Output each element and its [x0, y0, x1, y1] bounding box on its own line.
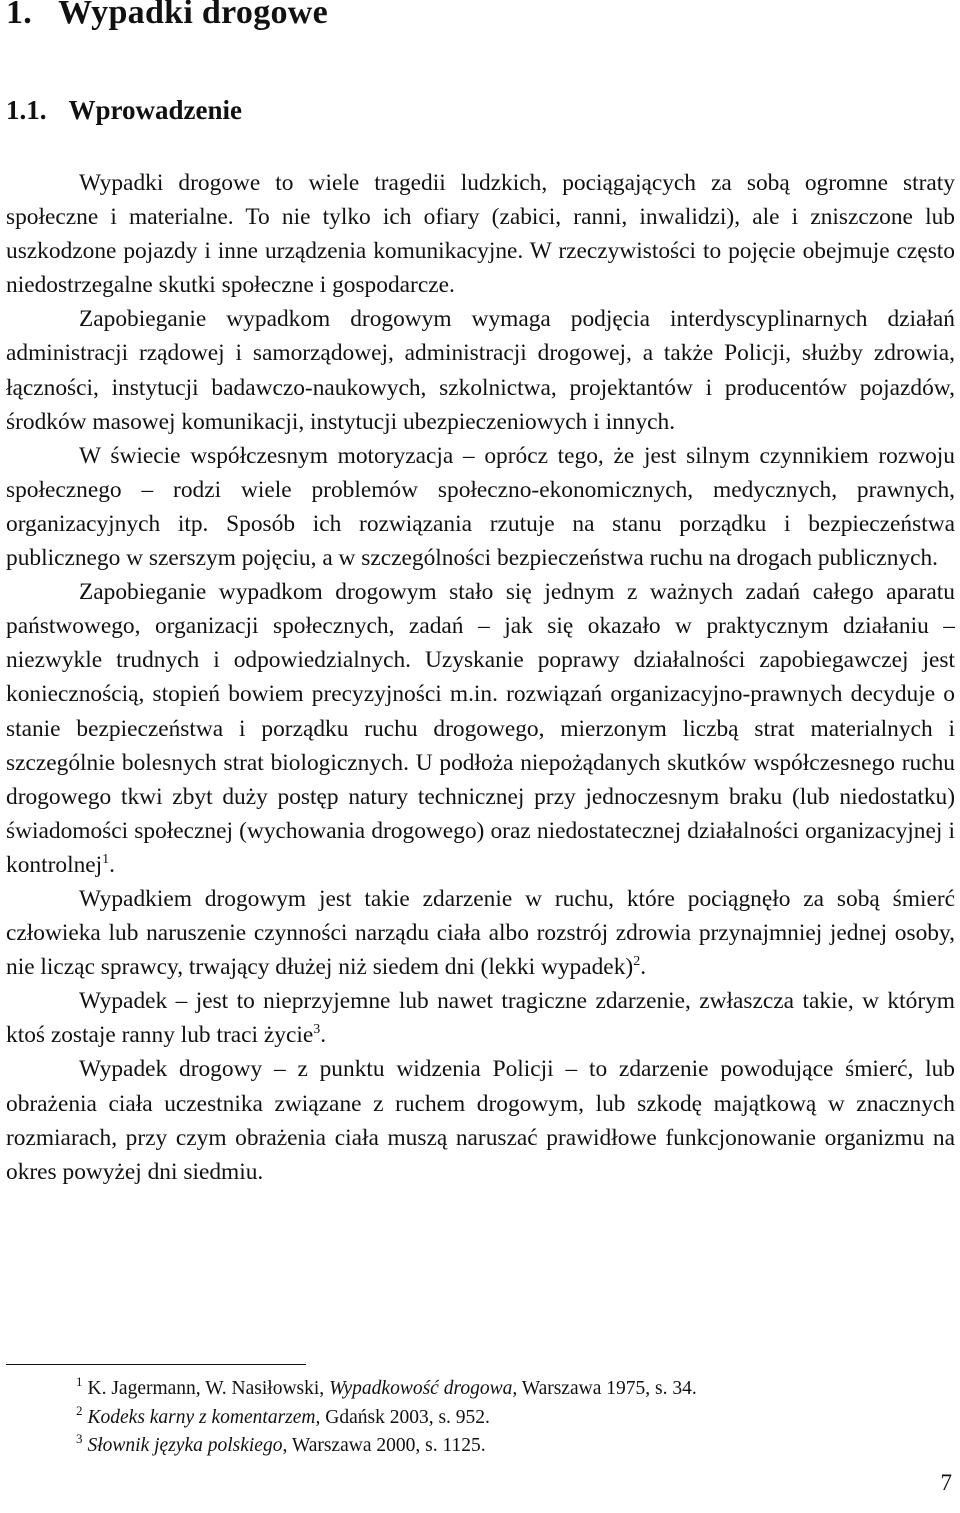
paragraph-text: W świecie współczesnym motoryzacja – oprócz tego, że jest silnym czynnikiem rozwoju społecznego – rodzi wiele problemów społeczno-ekonomicznych, medycznych, prawnych, organizacyjnych itp. Sposób ich rozwiązania rzutuje na stanu porządku i bezpieczeństwa publicznego w szerszym pojęciu, a w szczególności bezpieczeństwa ruchu na drogach publicznych.: [6, 442, 955, 572]
chapter-number: 1.: [6, 0, 33, 31]
paragraph-4: [6, 575, 955, 882]
paragraph-end: .: [109, 851, 116, 878]
paragraph-text: Wypadki drogowe to wiele tragedii ludzkich, pociągających za sobą ogromne straty społeczne i materialne. To nie tylko ich ofiary (zabici, ranni, inwalidzi), ale i zniszczone lub uszkodzone pojazdy i inne urządzenia komunikacyjne. W rzeczywistości to pojęcie obejmuje często niedostrzegalne skutki społeczne i gospodarcze.: [6, 170, 955, 299]
paragraph-3: [6, 439, 955, 575]
footnote-title: Słownik języka polskiego: [87, 1435, 283, 1457]
section-title: Wprowadzenie: [68, 95, 242, 125]
paragraph-2: [6, 302, 955, 438]
footnote-1: [76, 1375, 936, 1404]
paragraph-1: [6, 166, 955, 302]
section-number: 1.1.: [6, 95, 47, 125]
body-text: [6, 166, 955, 1189]
paragraph-text: Wypadek drogowy – z punktu widzenia Policji – to zdarzenie powodujące śmierć, lub obrażenia ciała uczestnika związane z ruchem drogowym, lub szkodę majątkową w znacznych rozmiarach, przy czym obrażenia ciała muszą naruszać prawidłowe funkcjonowanie organizmu na okres powyżej dni siedmiu.: [6, 1056, 955, 1185]
footnote-title: Kodeks karny z komentarzem,: [87, 1406, 321, 1428]
footnote-separator: [6, 1364, 306, 1365]
paragraph-7: [6, 1052, 955, 1188]
section-heading: [6, 95, 242, 126]
paragraph-6: [6, 984, 955, 1052]
footnote-rest: Gdańsk 2003, s. 952.: [320, 1406, 490, 1428]
footnote-3: [76, 1432, 936, 1461]
footnote-2: [76, 1404, 936, 1433]
paragraph-text: Wypadkiem drogowym jest takie zdarzenie w ruchu, które pociągnęło za sobą śmierć człowieka lub naruszenie czynności narządu ciała albo rozstrój zdrowia przynajmniej jednej osoby, nie licząc sprawcy, trwający dłużej niż siedem dni (lekki wypadek): [6, 885, 955, 981]
footnote-ref-2[interactable]: 2: [633, 954, 641, 970]
paragraph-text: Zapobieganie wypadkom drogowym stało się jednym z ważnych zadań całego aparatu państwowego, organizacji społecznych, zadań – jak się okazało w praktycznym działaniu – niezwykle trudnych i odpowiedzialnych. Uzyskanie poprawy działalności zapobiegawczej jest koniecznością, stopień bowiem precyzyjności m.in. rozwiązań organizacyjno-prawnych decyduje o stanie bezpieczeństwa i porządku ruchu drogowego, mierzonym liczbą strat materialnych i szczególnie bolesnych strat biologicznych. U podłoża niepożądanych skutków współczesnego ruchu drogowego tkwi zbyt duży postęp natury technicznej przy jednoczesnym braku (lub niedostatku) świadomości społecznej (wychowania drogowego) oraz niedostatecznej działalności organizacyjnej i kontrolnej: [6, 579, 955, 878]
footnote-number: 3: [76, 1431, 83, 1447]
paragraph-text: Zapobieganie wypadkom drogowym wymaga podjęcia interdyscyplinarnych działań administracji rządowej i samorządowej, administracji drogowej, a także Policji, służby zdrowia, łączności, instytucji badawczo-naukowych, szkolnictwa, projektantów i producentów pojazdów, środków masowej komunikacji, instytucji ubezpieczeniowych i innych.: [6, 306, 955, 435]
footnote-number: 2: [76, 1402, 83, 1418]
paragraph-end: .: [640, 954, 647, 981]
paragraph-5: [6, 882, 955, 984]
footnotes: [76, 1375, 936, 1461]
paragraph-end: .: [320, 1022, 327, 1049]
chapter-heading: [6, 0, 328, 32]
footnote-rest: , Warszawa 2000, s. 1125.: [282, 1435, 486, 1457]
chapter-title: Wypadki drogowe: [58, 0, 329, 31]
page-number: 7: [940, 1470, 952, 1495]
footnote-rest: Warszawa 1975, s. 34.: [517, 1378, 697, 1399]
footnote-ref-1[interactable]: 1: [102, 851, 110, 867]
footnote-ref-3[interactable]: 3: [313, 1022, 321, 1038]
footnote-title: Wypadkowość drogowa,: [329, 1378, 518, 1399]
footnote-number: 1: [76, 1374, 83, 1389]
paragraph-text: Wypadek – jest to nieprzyjemne lub nawet tragiczne zdarzenie, zwłaszcza takie, w którym ktoś zostaje ranny lub traci życie: [6, 988, 955, 1049]
footnote-author: K. Jagermann, W. Nasiłowski,: [87, 1378, 330, 1399]
